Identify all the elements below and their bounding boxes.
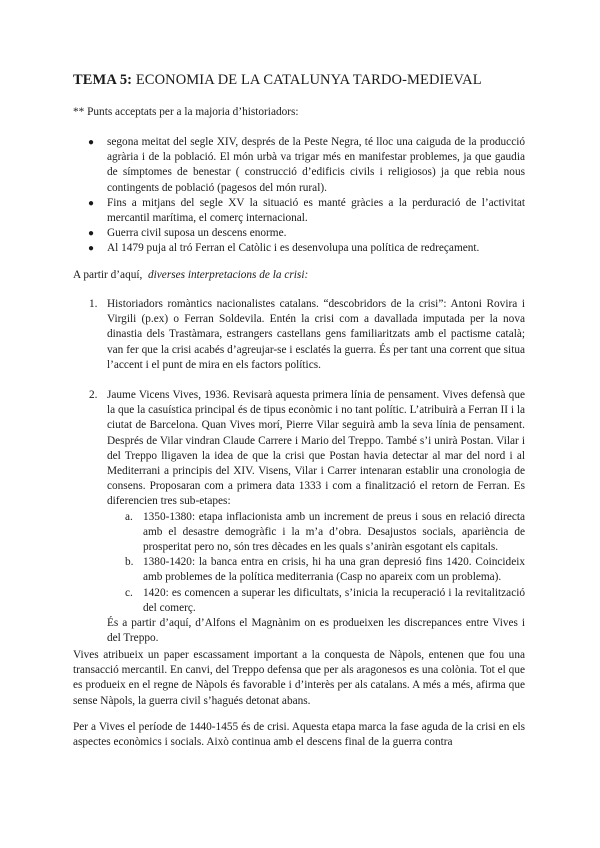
title-text: ECONOMIA DE LA CATALUNYA TARDO-MEDIEVAL — [132, 72, 482, 88]
bullet-text: segona meitat del segle XIV, després de la Peste Negra, té lloc una caiguda de la producció agrària i de la població. El món urbà va trigar més en manifestar problemes, ja que gaudia de símptomes de benestar ( construcció d’edificis civils i religiosos) ja que rebia nous contingents de població (pagesos del món rural). — [107, 136, 525, 194]
sub-stages-list — [107, 510, 525, 616]
sub-stage-item — [107, 510, 525, 556]
sub-stage-text: 1420: es comencen a superar les dificultats, s’inicia la recuperació i la revitalització del comerç. — [143, 586, 525, 614]
bullet-text: Fins a mitjans del segle XV la situació es manté gràcies a la perduració de l’activitat mercantil marítima, el comerç internacional. — [107, 196, 525, 225]
numbered-item-1 — [73, 297, 525, 373]
sub-stage-marker: c. — [125, 586, 133, 599]
naples-paragraph: Vives atribueix un paper escassament important a la conquesta de Nàpols, entenen que fou una transacció mercantil. En canvi, del Treppo defensa que per als aragonesos es una colònia. Tot el que es produeix en el regne de Nàpols és favorable i d’interès per als catalans. A més a més, afirma que sense Nàpols, la guerra civil s’hagués detonat abans. — [73, 649, 525, 707]
item-text: Jaume Vicens Vives, 1936. Revisarà aquesta primera línia de pensament. Vives defensà que la que la casuística principal és de tipus econòmic i no tant polític. L’atribuirà a Ferran II i la ciutat de Barcelona. Quan Vives morí, Pierre Vilar seguirà amb la seva línia de pensament. Després de Vilar vindran Claude Carrere i Mario del Treppo. També s’i unirà Postan. Vilar i del Treppo lligaven la idea de que la crisi que Postan havia detectar al mar del nord i al Mediterrani a principis del XIV. Visens, Vilar i Carrer intenaran establir una cronologia de consens. Proposaran com a primera data 1333 i com a finalització el retorn de Ferran. Es diferencien tres sub-etapes: — [107, 389, 525, 508]
bullet-marker: ● — [88, 228, 95, 240]
sub-stage-text: 1350-1380: etapa inflacionista amb un increment de preus i sous en relació directa amb el desastre demogràfic i la m’a d’obra. Desajustos socials, apariència de prosperitat pero no, són tres dècades en les quals s’aniràn esgotant els capitals. — [143, 510, 525, 554]
bullet-marker: ● — [88, 197, 95, 209]
interpretations-emphasis: diverses interpretacions de la crisi: — [148, 269, 309, 281]
intro-line: ** Punts acceptats per a la majoria d’historiadors: — [73, 106, 299, 118]
item-conclusion: És a partir d’aquí, d’Alfons el Magnànim on es produeixen les discrepances entre Vives i del Treppo. — [107, 617, 525, 645]
accepted-points-list — [73, 135, 525, 257]
sub-stage-text: 1380-1420: la banca entra en crisis, hi ha una gran depresió fins 1420. Coincideix amb problemes de la política mediterrania (Casp no apareix com un problema). — [143, 556, 525, 584]
sub-stage-item — [107, 586, 525, 616]
item-text: Historiadors romàntics nacionalistes catalans. “descobridors de la crisi”: Antoni Rovira i Virgili (p.ex) o Ferran Soldevila. Entén la crisi com a davallada imputada per la nova dinastia dels Trastàmara, estrangers castellans gens familiaritzats amb el pactisme català; van fer que la crisi acabés d’agreujar-se i esclatés la guerra. És per tant una corrent que situa l’accent i el punt de mira en els factors polítics. — [107, 298, 525, 371]
bullet-item — [73, 196, 525, 226]
bullet-marker: ● — [88, 243, 95, 255]
item-number: 1. — [89, 298, 98, 310]
numbered-item-2 — [73, 388, 525, 646]
sub-stage-item — [107, 555, 525, 585]
interpretations-lead: A partir d’aquí, — [73, 269, 143, 281]
title-topic-number: TEMA 5: — [73, 72, 133, 88]
bullet-text: Al 1479 puja al tró Ferran el Catòlic i es desenvolupa una política de redreçament. — [107, 242, 480, 255]
bullet-item — [73, 135, 525, 196]
sub-stage-marker: a. — [125, 510, 133, 523]
interpretations-heading — [73, 268, 525, 283]
item-number: 2. — [89, 389, 98, 401]
sub-stage-marker: b. — [125, 556, 134, 569]
bullet-item — [73, 241, 525, 256]
crisis-period-paragraph: Per a Vives el període de 1440-1455 és de crisi. Aquesta etapa marca la fase aguda de la crisi en els aspectes econòmics i socials. Això continua amb el descens final de la guerra contra — [73, 721, 525, 749]
bullet-item — [73, 226, 525, 241]
page-title — [73, 72, 482, 89]
bullet-text: Guerra civil suposa un descens enorme. — [107, 227, 287, 240]
bullet-marker: ● — [88, 137, 95, 148]
